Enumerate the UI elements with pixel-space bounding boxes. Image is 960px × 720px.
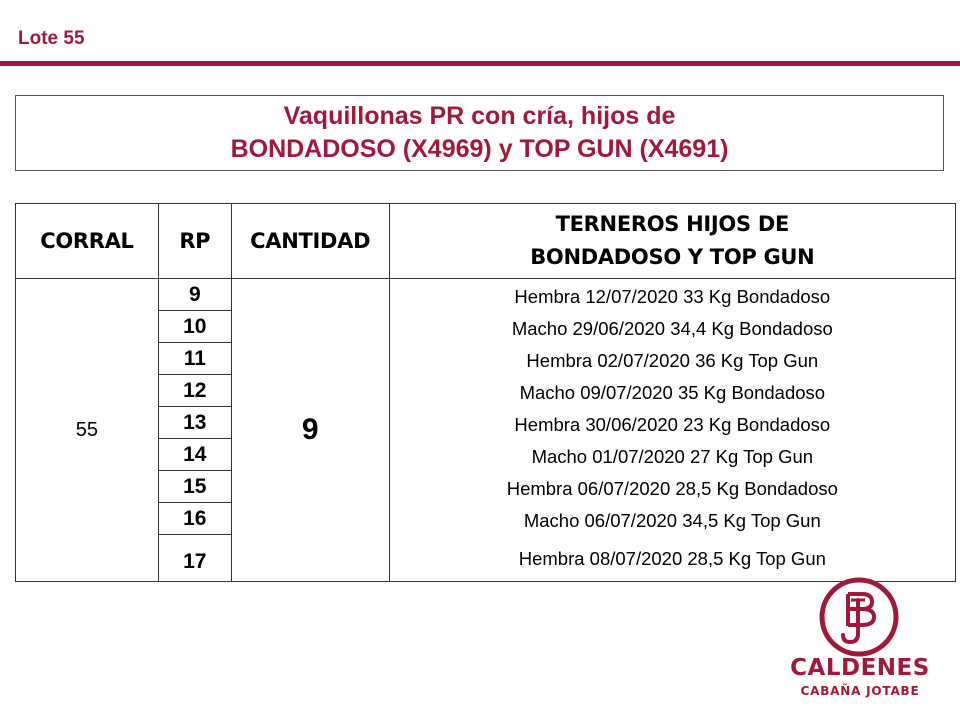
ternero-line: Macho 29/06/2020 34,4 Kg Bondadoso [511, 318, 833, 339]
ternero-line: Macho 06/07/2020 34,5 Kg Top Gun [523, 510, 821, 531]
col-header-terneros [389, 204, 955, 279]
rp-cell: 15 [158, 471, 231, 503]
corral-cell: 55 [16, 279, 159, 582]
ternero-line: Hembra 02/07/2020 36 Kg Top Gun [526, 350, 819, 371]
rp-cell: 10 [158, 311, 231, 343]
ternero-line: Hembra 30/06/2020 23 Kg Bondadoso [514, 414, 831, 435]
ternero-line: Macho 09/07/2020 35 Kg Bondadoso [519, 382, 826, 403]
col-header-corral: CORRAL [16, 204, 159, 279]
rp-cell: 17 [158, 535, 231, 582]
col-header-terneros-line-2: BONDADOSO Y TOP GUN [530, 245, 815, 269]
ternero-line: Hembra 08/07/2020 28,5 Kg Top Gun [518, 548, 826, 569]
col-header-cantidad: CANTIDAD [231, 204, 389, 279]
header-divider [0, 61, 960, 66]
rp-cell: 13 [158, 407, 231, 439]
title-box [15, 95, 944, 171]
rp-cell: 11 [158, 343, 231, 375]
lote-label: Lote 55 [18, 28, 85, 49]
brand-name: CALDENES [790, 655, 930, 681]
table-row [16, 279, 956, 311]
ternero-line: Hembra 06/07/2020 28,5 Kg Bondadoso [506, 478, 838, 499]
jb-monogram-icon [818, 576, 900, 658]
cantidad-cell: 9 [231, 279, 389, 582]
rp-cell: 9 [158, 279, 231, 311]
terneros-cell [389, 279, 955, 582]
title-line-1: Vaquillonas PR con cría, hijos de [283, 102, 676, 130]
rp-cell: 12 [158, 375, 231, 407]
ternero-line: Hembra 12/07/2020 33 Kg Bondadoso [514, 286, 831, 307]
table-header-row [16, 204, 956, 279]
rp-cell: 16 [158, 503, 231, 535]
col-header-rp: RP [158, 204, 231, 279]
rp-cell: 14 [158, 439, 231, 471]
lot-table [15, 203, 956, 582]
brand-subtitle: CABAÑA JOTABE [800, 684, 920, 698]
ternero-line: Macho 01/07/2020 27 Kg Top Gun [531, 446, 814, 467]
title-line-2: BONDADOSO (X4969) y TOP GUN (X4691) [230, 135, 729, 163]
col-header-terneros-line-1: TERNEROS HIJOS DE [555, 212, 789, 236]
